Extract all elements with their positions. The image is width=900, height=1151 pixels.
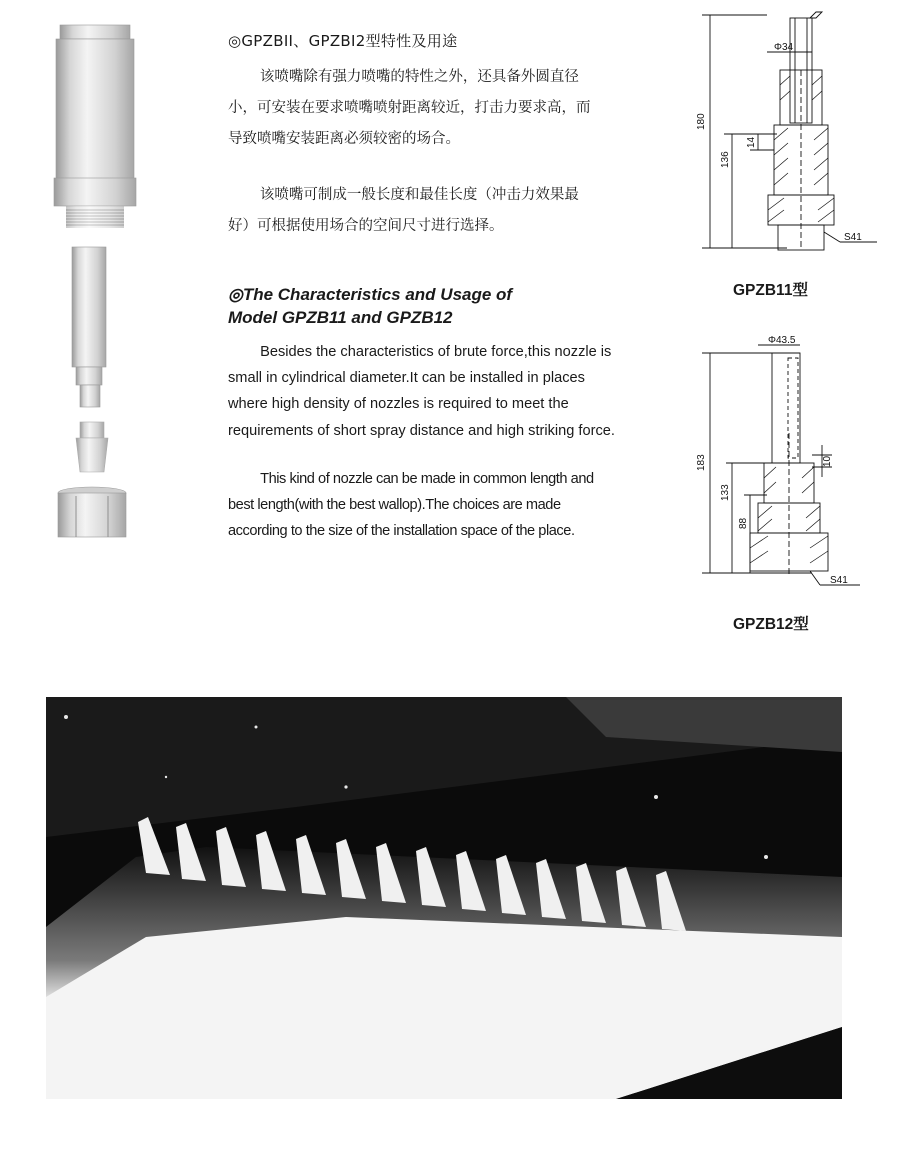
en-paragraph-1: Besides the characteristics of brute force,this nozzle is small in cylindrical diameter.It can be installed in places where high density of nozzles is required to meet the requirements of short spray distance and high striking force. <box>228 344 615 439</box>
gpzb11-body-length-label: 136 <box>720 151 731 168</box>
gpzb11-hex-label: S41 <box>844 232 862 243</box>
nozzle-spray-photo <box>46 697 842 1099</box>
en-section-heading <box>228 283 608 329</box>
gpzb11-small-dim-label: 14 <box>746 136 757 148</box>
cn-paragraph-1: 该喷嘴除有强力喷嘴的特性之外，还具备外圆直径小，可安装在要求喷嘴喷射距离较近，打击力要求高，而导致喷嘴安装距离必须较密的场合。 <box>228 69 591 147</box>
gpzb11-technical-drawing <box>692 10 892 265</box>
en-heading-line-2: Model GPZB11 and GPZB12 <box>228 308 453 327</box>
gpzb12-small-dim-label: 10 <box>822 455 833 467</box>
gpzb11-total-length-label: 180 <box>696 113 707 130</box>
nozzle-tube-part <box>72 247 106 407</box>
gpzb12-body-length-label: 88 <box>738 517 749 529</box>
gpzb12-hex-label: S41 <box>830 575 848 586</box>
gpzb11-diameter-label: Φ34 <box>774 42 794 53</box>
en-heading-line-1: ◎The Characteristics and Usage of <box>228 285 513 304</box>
gpzb12-diameter-label: Φ43.5 <box>768 335 796 346</box>
gpzb12-caption: GPZB12型 <box>733 616 809 633</box>
cn-paragraph-2: 该喷嘴可制成一般长度和最佳长度（冲击力效果最好）可根据使用场合的空间尺寸进行选择。 <box>228 187 579 234</box>
nozzle-parts-illustration <box>40 20 150 550</box>
cn-section-heading: ◎GPZBII、GPZBI2型特性及用途 <box>228 32 458 50</box>
nozzle-nut-part <box>58 487 126 537</box>
gpzb12-total-length-label: 183 <box>696 454 707 471</box>
gpzb12-mid-length-label: 133 <box>720 484 731 501</box>
nozzle-tip-part <box>76 422 108 472</box>
gpzb11-caption: GPZB11型 <box>733 282 808 299</box>
gpzb12-technical-drawing <box>692 333 892 598</box>
nozzle-sleeve-part <box>54 25 136 228</box>
en-paragraph-2: This kind of nozzle can be made in common length and best length(with the best wallop).The choices are made according to the size of the installation space of the place. <box>228 471 594 540</box>
